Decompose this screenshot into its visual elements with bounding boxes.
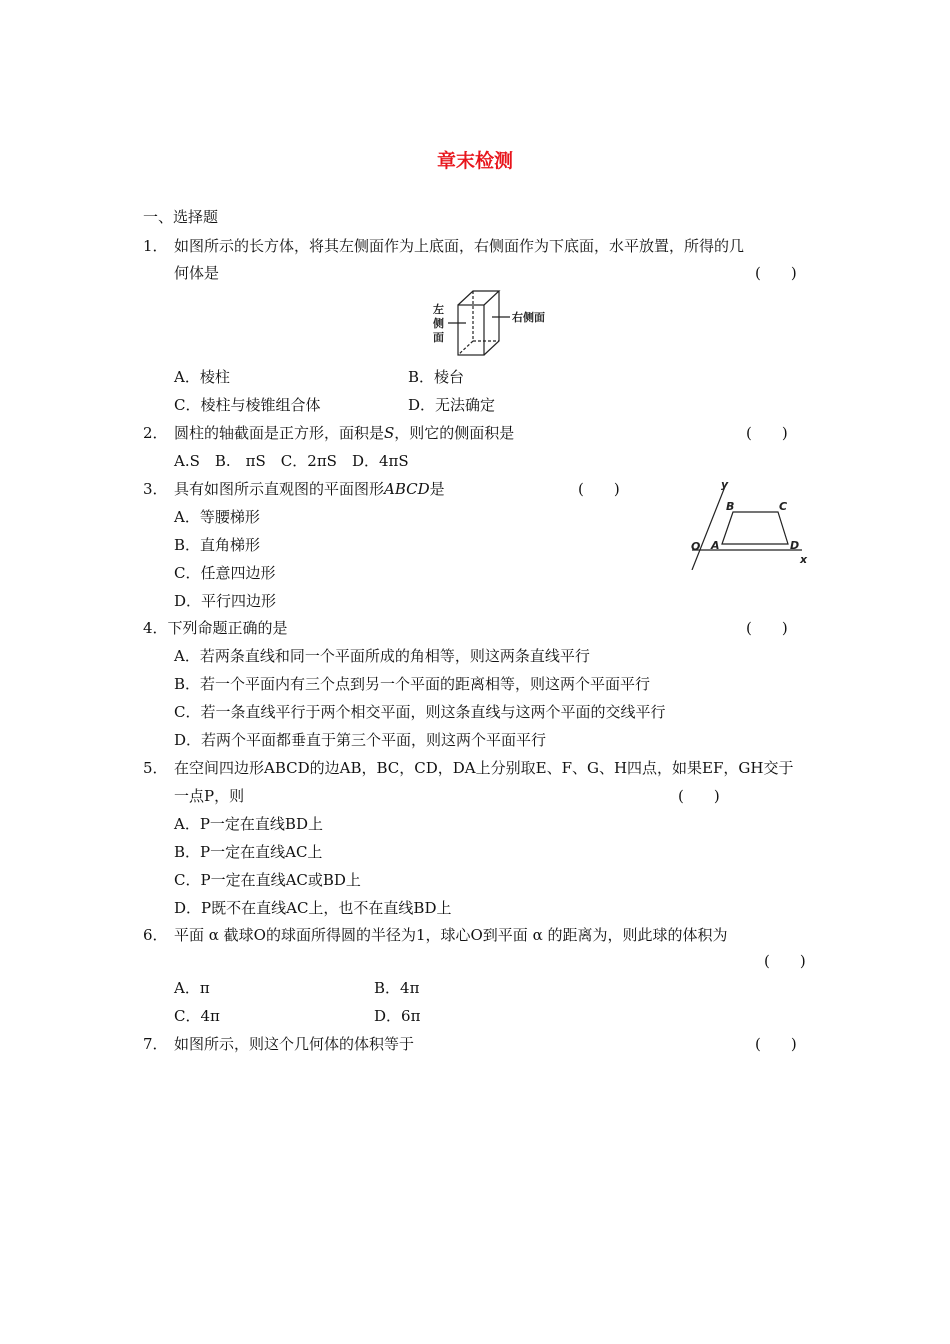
q3-answer-blank: ( ) [578, 480, 620, 498]
q3-option-c: C．任意四边形 [174, 564, 276, 582]
q1-option-c: C．棱柱与棱锥组合体 [174, 396, 321, 414]
q4-text-body: 下列命题正确的是 [167, 619, 288, 637]
q5-answer-blank: ( ) [678, 787, 720, 805]
left-face-label-1: 左 [433, 303, 444, 316]
q6-option-d: D．6π [374, 1007, 421, 1025]
q1-cuboid-figure [428, 287, 563, 359]
q5-option-d: D．P既不在直线AC上，也不在直线BD上 [174, 899, 452, 917]
q1-number: 1． [143, 237, 168, 255]
q5-text-line1: 在空间四边形ABCD的边AB，BC，CD，DA上分别取E、F、G、H四点，如果EF，GH交于 [174, 759, 794, 777]
q5-option-b: B．P一定在直线AC上 [174, 843, 323, 861]
trapezoid-abcd [722, 512, 788, 544]
vertex-a-label: A [711, 539, 720, 552]
q3-text-part2: 是 [429, 480, 445, 498]
q1-option-a: A．棱柱 [174, 368, 230, 386]
q6-answer-blank: ( ) [764, 952, 806, 970]
q2-text-part2: ，则它的侧面积是 [394, 424, 515, 442]
cuboid-top-face [458, 291, 499, 305]
cuboid-right-face [484, 291, 499, 355]
q4-answer-blank: ( ) [746, 619, 788, 637]
q4-option-c: C．若一条直线平行于两个相交平面，则这条直线与这两个平面的交线平行 [174, 703, 666, 721]
q3-text [174, 479, 445, 499]
vertex-d-label: D [790, 539, 800, 552]
q4-option-b: B．若一个平面内有三个点到另一个平面的距离相等，则这两个平面平行 [174, 675, 651, 693]
q6-option-b: B．4π [374, 979, 420, 997]
q1-text-line2: 何体是 [174, 264, 220, 282]
q1-option-b: B．棱台 [408, 368, 465, 386]
left-face-label-3: 面 [433, 331, 444, 344]
q2-text [174, 423, 514, 443]
q2-number: 2． [143, 424, 168, 442]
q5-option-c: C．P一定在直线AC或BD上 [174, 871, 361, 889]
q4-text [143, 618, 288, 638]
q6-option-a: A．π [174, 979, 210, 997]
q3-option-d: D．平行四边形 [174, 592, 277, 610]
q7-text: 如图所示，则这个几何体的体积等于 [174, 1035, 415, 1053]
q6-number: 6． [143, 926, 168, 944]
cuboid-front-face [458, 305, 484, 355]
y-axis-label: y [721, 478, 729, 491]
q2-text-part1: 圆柱的轴截面是正方形，面积是 [174, 424, 385, 442]
q3-variable: ABCD [384, 480, 430, 498]
q7-number: 7． [143, 1035, 168, 1053]
left-face-label-2: 侧 [433, 317, 444, 330]
q5-option-a: A．P一定在直线BD上 [174, 815, 323, 833]
q3-number: 3． [143, 480, 168, 498]
q2-answer-blank: ( ) [746, 424, 788, 442]
y-axis-line [692, 484, 726, 570]
cuboid-hidden-edge [458, 341, 473, 355]
q2-variable: S [384, 424, 395, 442]
vertex-b-label: B [726, 500, 735, 513]
q1-text-line1: 如图所示的长方体，将其左侧面作为上底面，右侧面作为下底面，水平放置，所得的几 [174, 237, 745, 255]
vertex-c-label: C [779, 500, 788, 513]
q6-text-line1: 平面 α 截球O的球面所得圆的半径为1，球心O到平面 α 的距离为，则此球的体积为 [174, 926, 728, 944]
q4-option-d: D．若两个平面都垂直于第三个平面，则这两个平面平行 [174, 731, 547, 749]
q7-answer-blank: ( ) [755, 1035, 797, 1053]
q3-text-part1: 具有如图所示直观图的平面图形 [174, 480, 385, 498]
q3-trapezoid-figure [688, 478, 813, 570]
q1-option-d: D．无法确定 [408, 396, 496, 414]
origin-label: O [691, 540, 701, 553]
q5-number: 5． [143, 759, 168, 777]
q5-text-line2: 一点P，则 [174, 787, 245, 805]
section-heading: 一、选择题 [143, 208, 219, 226]
q2-options: A.S B. πS C．2πS D．4πS [174, 452, 409, 470]
page-title: 章末检测 [436, 150, 513, 172]
q6-option-c: C．4π [174, 1007, 220, 1025]
q4-number: 4． [143, 619, 168, 637]
q3-option-b: B．直角梯形 [174, 536, 261, 554]
q3-option-a: A．等腰梯形 [174, 508, 260, 526]
x-axis-label: x [800, 553, 808, 566]
right-face-label: 右侧面 [512, 311, 545, 324]
q4-option-a: A．若两条直线和同一个平面所成的角相等，则这两条直线平行 [174, 647, 590, 665]
q1-answer-blank: ( ) [755, 264, 797, 282]
